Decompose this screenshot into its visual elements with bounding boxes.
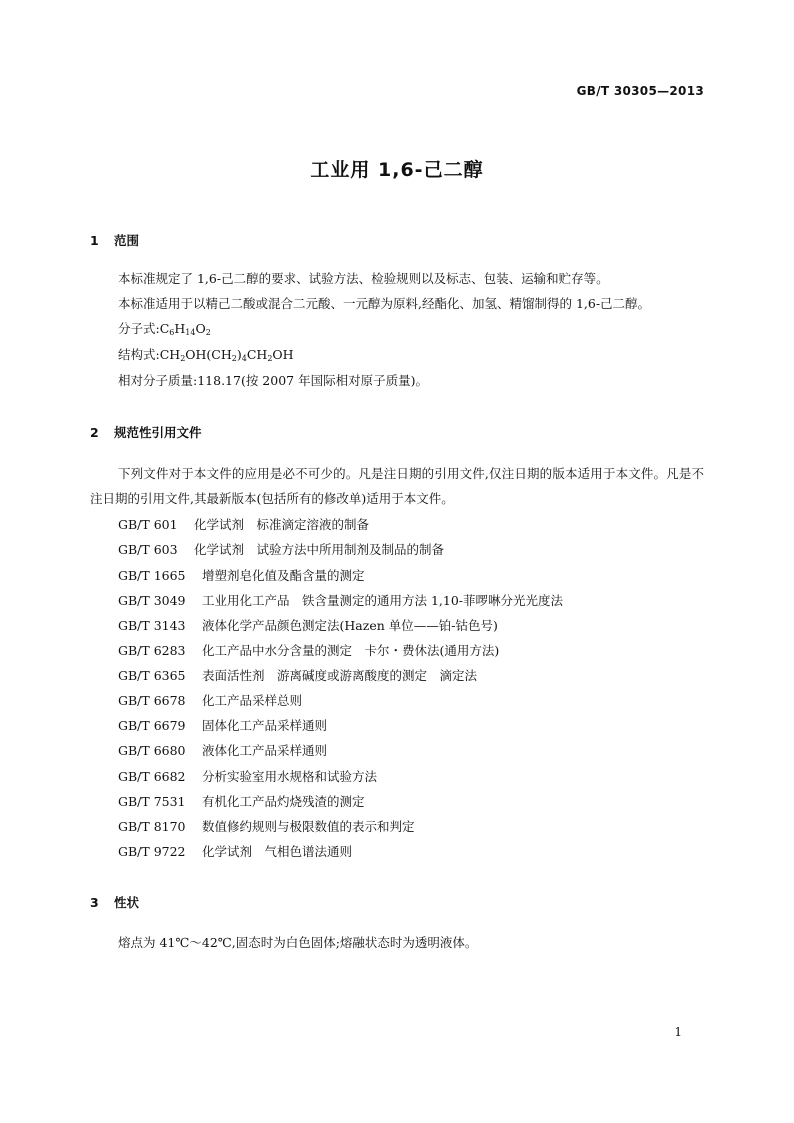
reference-title: 有机化工产品灼烧残渣的测定 [202,794,365,809]
reference-code: GB/T 601 [118,517,178,532]
reference-title: 工业用化工产品 铁含量测定的通用方法 1,10-菲啰啉分光光度法 [202,593,564,608]
structure-part: ) [236,347,242,362]
scope-line-1: 本标准规定了 1,6-己二醇的要求、试验方法、检验规则以及标志、包装、运输和贮存等。 [118,271,609,286]
structure-part: CH [246,347,268,362]
structure-subscript: 2 [267,354,273,363]
formula-part: C [159,321,170,336]
reference-code: GB/T 6679 [118,718,186,733]
formula-subscript: 14 [185,328,196,337]
section-title: 规范性引用文件 [114,425,202,440]
properties-text: 熔点为 41℃～42℃,固态时为白色固体;熔融状态时为透明液体。 [118,935,478,950]
reference-title: 液体化学产品颜色测定法(Hazen 单位——铂-钴色号) [202,618,498,633]
references-intro: 下列文件对于本文件的应用是必不可少的。凡是注日期的引用文件,仅注日期的版本适用于本文件。凡是不注日期的引用文件,其最新版本(包括所有的修改单)适用于本文件。 [90,466,704,506]
reference-code: GB/T 603 [118,542,178,557]
reference-item [118,819,415,835]
standard-number: GB/T 30305—2013 [576,84,704,98]
structure-part: CH [159,347,181,362]
reference-code: GB/T 6283 [118,643,186,658]
formula-subscript: 6 [169,328,175,337]
reference-title: 化学试剂 气相色谱法通则 [202,844,353,859]
formula-part: O [195,321,206,336]
molecular-formula [118,321,211,341]
reference-code: GB/T 9722 [118,844,186,859]
reference-title: 化工产品中水分含量的测定 卡尔・费休法(通用方法) [202,643,500,658]
reference-title: 化学试剂 标准滴定溶液的制备 [194,517,370,532]
reference-item [118,542,444,558]
section-1-heading [90,231,139,249]
reference-item [118,844,352,860]
section-title: 性状 [114,895,140,910]
structure-part: OH [272,347,294,362]
section-number: 1 [90,233,99,248]
formula-label: 分子式: [118,321,160,336]
structure-subscript: 2 [231,354,237,363]
section-3-heading [90,893,139,911]
reference-code: GB/T 3049 [118,593,186,608]
reference-item [118,618,498,634]
page-number: 1 [674,1025,682,1039]
section-number: 3 [90,895,99,910]
reference-title: 液体化工产品采样通则 [202,743,328,758]
reference-title: 数值修约规则与极限数值的表示和判定 [202,819,415,834]
reference-code: GB/T 6365 [118,668,186,683]
structure-label: 结构式: [118,347,160,362]
scope-line-2: 本标准适用于以精己二酸或混合二元酸、一元醇为原料,经酯化、加氢、精馏制得的 1,6-己二醇。 [118,296,651,311]
reference-item [118,593,563,609]
reference-title: 化工产品采样总则 [202,693,303,708]
structure-subscript: 2 [180,354,186,363]
section-2-heading [90,423,202,441]
reference-item [118,769,377,785]
reference-title: 固体化工产品采样通则 [202,718,328,733]
reference-code: GB/T 3143 [118,618,186,633]
structure-part: OH(CH [185,347,232,362]
reference-code: GB/T 7531 [118,794,186,809]
structural-formula [118,347,294,367]
reference-code: GB/T 6678 [118,693,186,708]
reference-title: 化学试剂 试验方法中所用制剂及制品的制备 [194,542,445,557]
reference-code: GB/T 8170 [118,819,186,834]
reference-item [118,668,477,684]
formula-subscript: 2 [205,328,211,337]
reference-item [118,718,327,734]
reference-item [118,568,365,584]
reference-code: GB/T 6682 [118,769,186,784]
reference-title: 增塑剂皂化值及酯含量的测定 [202,568,365,583]
reference-item [118,743,327,759]
reference-item [118,693,302,709]
section-number: 2 [90,425,99,440]
formula-part: H [174,321,186,336]
structure-subscript: 4 [241,354,247,363]
reference-title: 分析实验室用水规格和试验方法 [202,769,378,784]
reference-code: GB/T 6680 [118,743,186,758]
document-title: 工业用 1,6-己二醇 [310,159,484,181]
reference-item [118,794,365,810]
reference-item [118,517,369,533]
section-title: 范围 [114,233,140,248]
reference-code: GB/T 1665 [118,568,186,583]
reference-item [118,643,499,659]
molecular-mass-line: 相对分子质量:118.17(按 2007 年国际相对原子质量)。 [118,373,428,388]
reference-title: 表面活性剂 游离碱度或游离酸度的测定 滴定法 [202,668,478,683]
